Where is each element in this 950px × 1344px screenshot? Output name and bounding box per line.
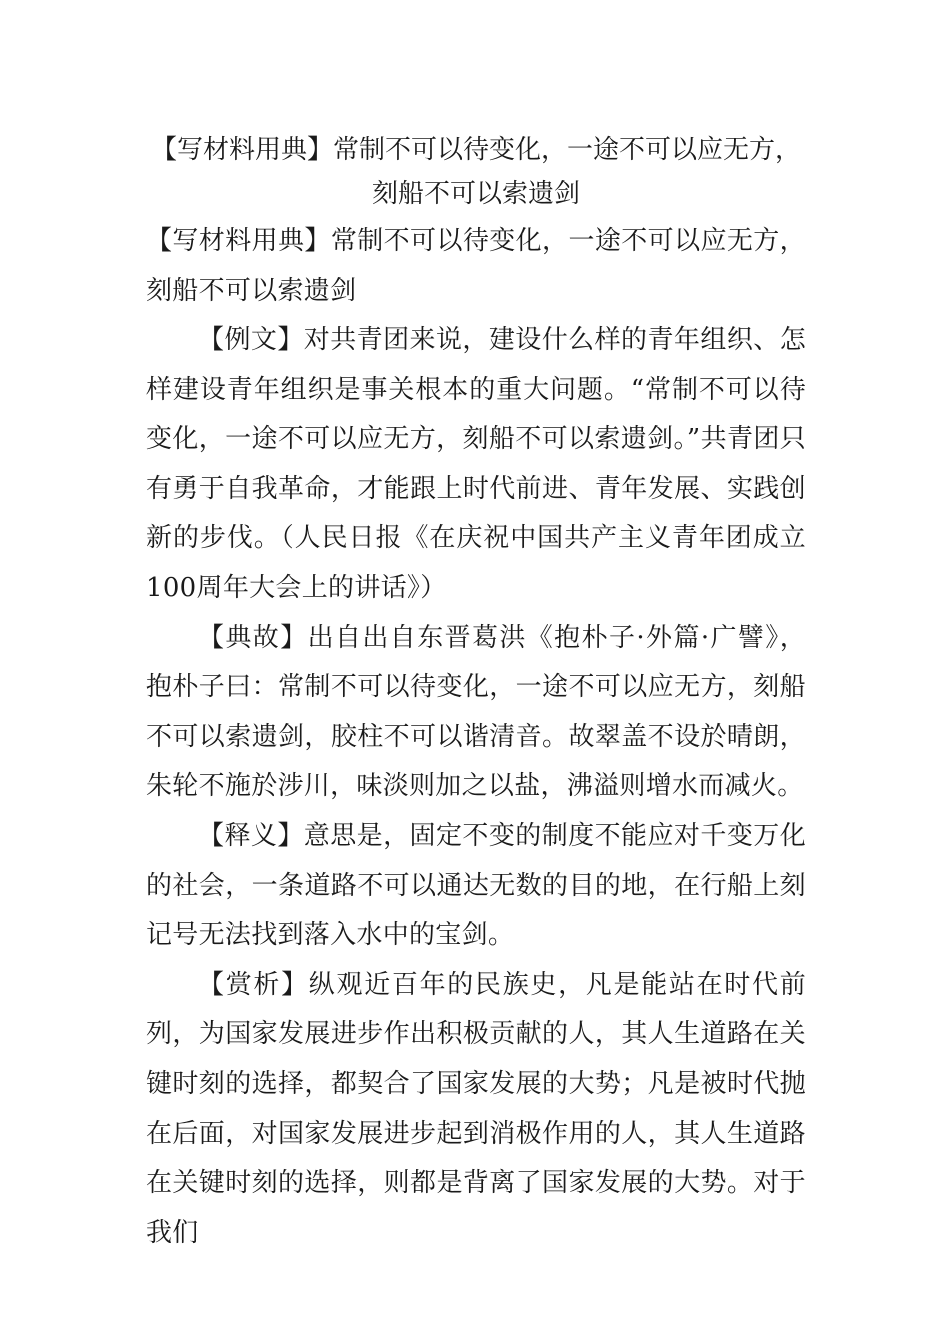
document-title: 【写材料用典】常制不可以待变化，一途不可以应无方，刻船不可以索遗剑 — [150, 135, 801, 209]
paragraph-example: 【例文】对共青团来说，建设什么样的青年组织、怎样建设青年组织是事关根本的重大问题。“常制不可以待变化，一途不可以应无方，刻船不可以索遗剑。”共青团只有勇于自我革命，才能跟上时代前进、青年发展、实践创新的步伐。（人民日报《在庆祝中国共产主义青年团成立100周年大会上的讲话》） — [146, 325, 806, 603]
paragraph-appreciation: 【赏析】纵观近百年的民族史，凡是能站在时代前列，为国家发展进步作出积极贡献的人，其人生道路在关键时刻的选择，都契合了国家发展的大势；凡是被时代抛在后面，对国家发展进步起到消极作用的人，其人生道路在关键时刻的选择，则都是背离了国家发展的大势。对于我们 — [146, 969, 806, 1248]
paragraph-meaning: 【释义】意思是，固定不变的制度不能应对千变万化的社会，一条道路不可以通达无数的目的地，在行船上刻记号无法找到落入水中的宝剑。 — [146, 820, 806, 951]
paragraph-allusion: 【典故】出自出自东晋葛洪《抱朴子·外篇·广譬》，抱朴子曰：常制不可以待变化，一途不可以应无方，刻船不可以索遗剑，胶柱不可以谐清音。故翠盖不设於晴朗，朱轮不施於涉川，味淡则加之以盐，沸溢则增水而减火。 — [146, 622, 806, 802]
document-subtitle: 【写材料用典】常制不可以待变化，一途不可以应无方，刻船不可以索遗剑 — [146, 226, 806, 306]
document-body — [146, 128, 806, 1258]
